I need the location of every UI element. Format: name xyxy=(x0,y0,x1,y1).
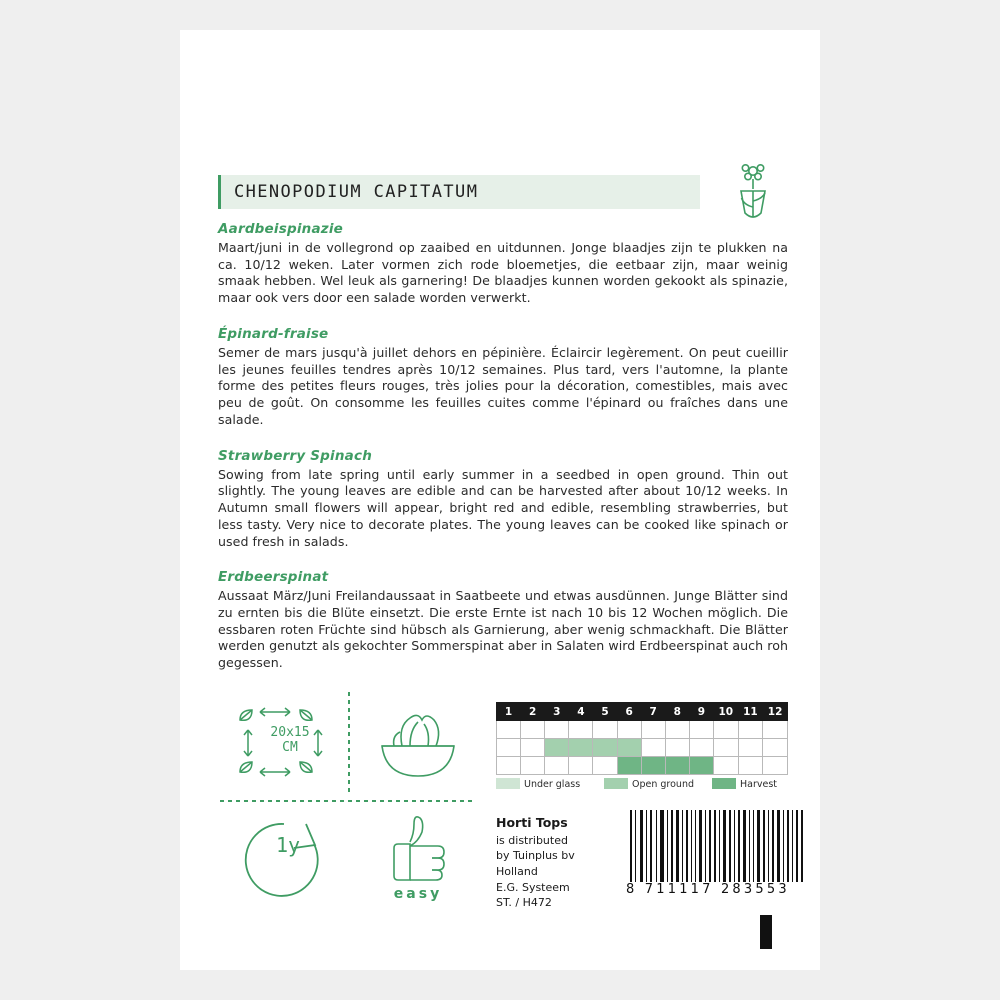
calendar-cell xyxy=(545,757,569,775)
company-line-2: is distributed xyxy=(496,833,568,847)
month-header: 11 xyxy=(738,703,763,721)
company-line-4: Holland xyxy=(496,864,538,878)
month-header: 3 xyxy=(545,703,569,721)
lifecycle-panel xyxy=(218,808,358,916)
description-heading: Strawberry Spinach xyxy=(218,447,372,464)
month-header: 6 xyxy=(617,703,641,721)
company-line-3: by Tuinplus bv xyxy=(496,849,575,863)
calendar-cell xyxy=(569,721,593,739)
calendar-row-open-ground xyxy=(497,739,788,757)
legend-label: Under glass xyxy=(524,779,581,790)
calendar-cell xyxy=(738,721,763,739)
calendar-cell xyxy=(521,757,545,775)
calendar-cell xyxy=(593,721,617,739)
salad-panel xyxy=(358,690,478,798)
legend-swatch-icon xyxy=(496,778,520,789)
calendar-cell-harvest xyxy=(689,757,713,775)
calendar-cell xyxy=(521,721,545,739)
month-header: 8 xyxy=(665,703,689,721)
page-title: CHENOPODIUM CAPITATUM xyxy=(234,182,479,202)
calendar-cell xyxy=(738,739,763,757)
calendar-cell xyxy=(689,739,713,757)
calendar-cell xyxy=(497,757,521,775)
barcode-bars xyxy=(626,810,806,882)
calendar-cell xyxy=(738,757,763,775)
calendar-row-under-glass xyxy=(497,721,788,739)
company-info xyxy=(496,814,626,911)
barcode xyxy=(626,810,806,914)
description-block-fr xyxy=(218,326,788,429)
thumbs-up-icon xyxy=(358,808,478,892)
description-heading: Épinard-fraise xyxy=(218,325,329,342)
company-line-5: E.G. Systeem xyxy=(496,880,570,894)
month-header: 10 xyxy=(713,703,738,721)
calendar-row-harvest xyxy=(497,757,788,775)
legend-swatch-icon xyxy=(712,778,736,789)
title-row xyxy=(218,165,788,221)
description-block-en xyxy=(218,448,788,551)
month-header: 5 xyxy=(593,703,617,721)
calendar-table xyxy=(496,702,788,775)
spacing-label-size: 20x15 xyxy=(270,725,310,740)
difficulty-label: easy xyxy=(393,886,443,902)
barcode-number: 8 711117 283553 xyxy=(626,882,790,897)
difficulty-panel xyxy=(358,808,478,916)
month-header: 4 xyxy=(569,703,593,721)
calendar-cell xyxy=(713,757,738,775)
legend-swatch-icon xyxy=(604,778,628,789)
calendar-cell xyxy=(665,721,689,739)
calendar-cell-open xyxy=(545,739,569,757)
calendar-cell-open xyxy=(593,739,617,757)
calendar-cell xyxy=(763,739,788,757)
calendar-cell xyxy=(521,739,545,757)
calendar-cell-open xyxy=(569,739,593,757)
legend-item-under-glass xyxy=(496,778,580,790)
legend-label: Open ground xyxy=(632,779,695,790)
legend-label: Harvest xyxy=(740,779,778,790)
calendar-cell-harvest xyxy=(641,757,665,775)
calendar-cell-harvest xyxy=(665,757,689,775)
description-heading: Erdbeerspinat xyxy=(218,569,329,586)
salad-bowl-icon xyxy=(358,690,478,794)
month-header: 9 xyxy=(689,703,713,721)
calendar-cell xyxy=(641,721,665,739)
calendar-cell xyxy=(713,721,738,739)
seed-packet-flower-logo-icon xyxy=(724,161,780,223)
description-body: Aussaat März/Juni Freilandaussaat in Saatbeete und etwas ausdünnen. Junge Blätter sind zu ernten bis die Blüte einsetzt. Die erste Ernte ist nach 10 bis 12 Wochen möglich. Die essbaren roten Früchte sind hübsch als Garnierung, aber wenig schmackhaft. Die Blätter werden genutzt als gekochter Sommerspinat aber in Salaten wird Erdbeerspinat auch roh gegessen. xyxy=(218,588,788,671)
calendar-cell xyxy=(763,721,788,739)
spacing-panel xyxy=(218,690,358,798)
month-header: 1 xyxy=(497,703,521,721)
packet-content xyxy=(218,165,788,691)
description-heading: Aardbeispinazie xyxy=(218,221,344,237)
description-body: Sowing from late spring until early summer in a seedbed in open ground. Thin out slightly. The young leaves are edible and can be harvested after about 10/12 weeks. In Autumn small flowers will appear, bright red and edible, resembling strawberries, but less tasty. Very nice to decorate plates. The young leaves can be cooked like spinach or used fresh in salads. xyxy=(218,466,788,549)
legend-item-harvest xyxy=(712,778,777,790)
calendar-header-row xyxy=(497,703,788,721)
description-block-nl xyxy=(218,221,788,307)
description-body: Semer de mars jusqu'à juillet dehors en pépinière. Éclaircir legèrement. On peut cueillir les jeunes feuilles tendres après 10/12 semaines. Plus tard, vers l'automne, la plante forme des petites fleurs rouges, très jolies pour la décoration, comestibles, mais avec peu de goût. On consomme les feuilles cuites comme l'épinard ou fraîches dans une salade. xyxy=(218,344,788,427)
calendar-cell xyxy=(593,757,617,775)
company-brand: Horti Tops xyxy=(496,815,568,830)
spacing-label xyxy=(262,726,318,756)
calendar-cell xyxy=(665,739,689,757)
lifecycle-label: 1y xyxy=(275,833,301,857)
calendar-cell-harvest xyxy=(617,757,641,775)
info-panels xyxy=(218,690,788,920)
description-block-de xyxy=(218,569,788,672)
calendar-cell xyxy=(617,721,641,739)
calendar-cell xyxy=(569,757,593,775)
calendar-cell xyxy=(545,721,569,739)
calendar-cell xyxy=(713,739,738,757)
calendar-cell xyxy=(497,739,521,757)
calendar-cell xyxy=(497,721,521,739)
company-line-6: ST. / H472 xyxy=(496,896,552,910)
spacing-label-unit: CM xyxy=(282,739,298,755)
month-header: 7 xyxy=(641,703,665,721)
month-header: 12 xyxy=(763,703,788,721)
calendar-cell xyxy=(763,757,788,775)
calendar-cell-open xyxy=(617,739,641,757)
legend-item-open-ground xyxy=(604,778,694,790)
sowing-calendar xyxy=(496,702,788,790)
calendar-cell xyxy=(689,721,713,739)
panel-divider-horizontal xyxy=(220,800,474,802)
month-header: 2 xyxy=(521,703,545,721)
print-registration-mark xyxy=(760,915,772,949)
seed-packet xyxy=(180,30,820,970)
calendar-cell xyxy=(641,739,665,757)
description-body: Maart/juni in de vollegrond op zaaibed en uitdunnen. Jonge blaadjes zijn te plukken na ca. 10/12 weken. Later vormen zich rode bloemetjes, die eetbaar zijn, maar weinig smaak hebben. Wel leuk als garnering! De blaadjes kunnen worden gekookt als spinazie, maar ook vers door een salade worden verwerkt. xyxy=(218,240,788,306)
